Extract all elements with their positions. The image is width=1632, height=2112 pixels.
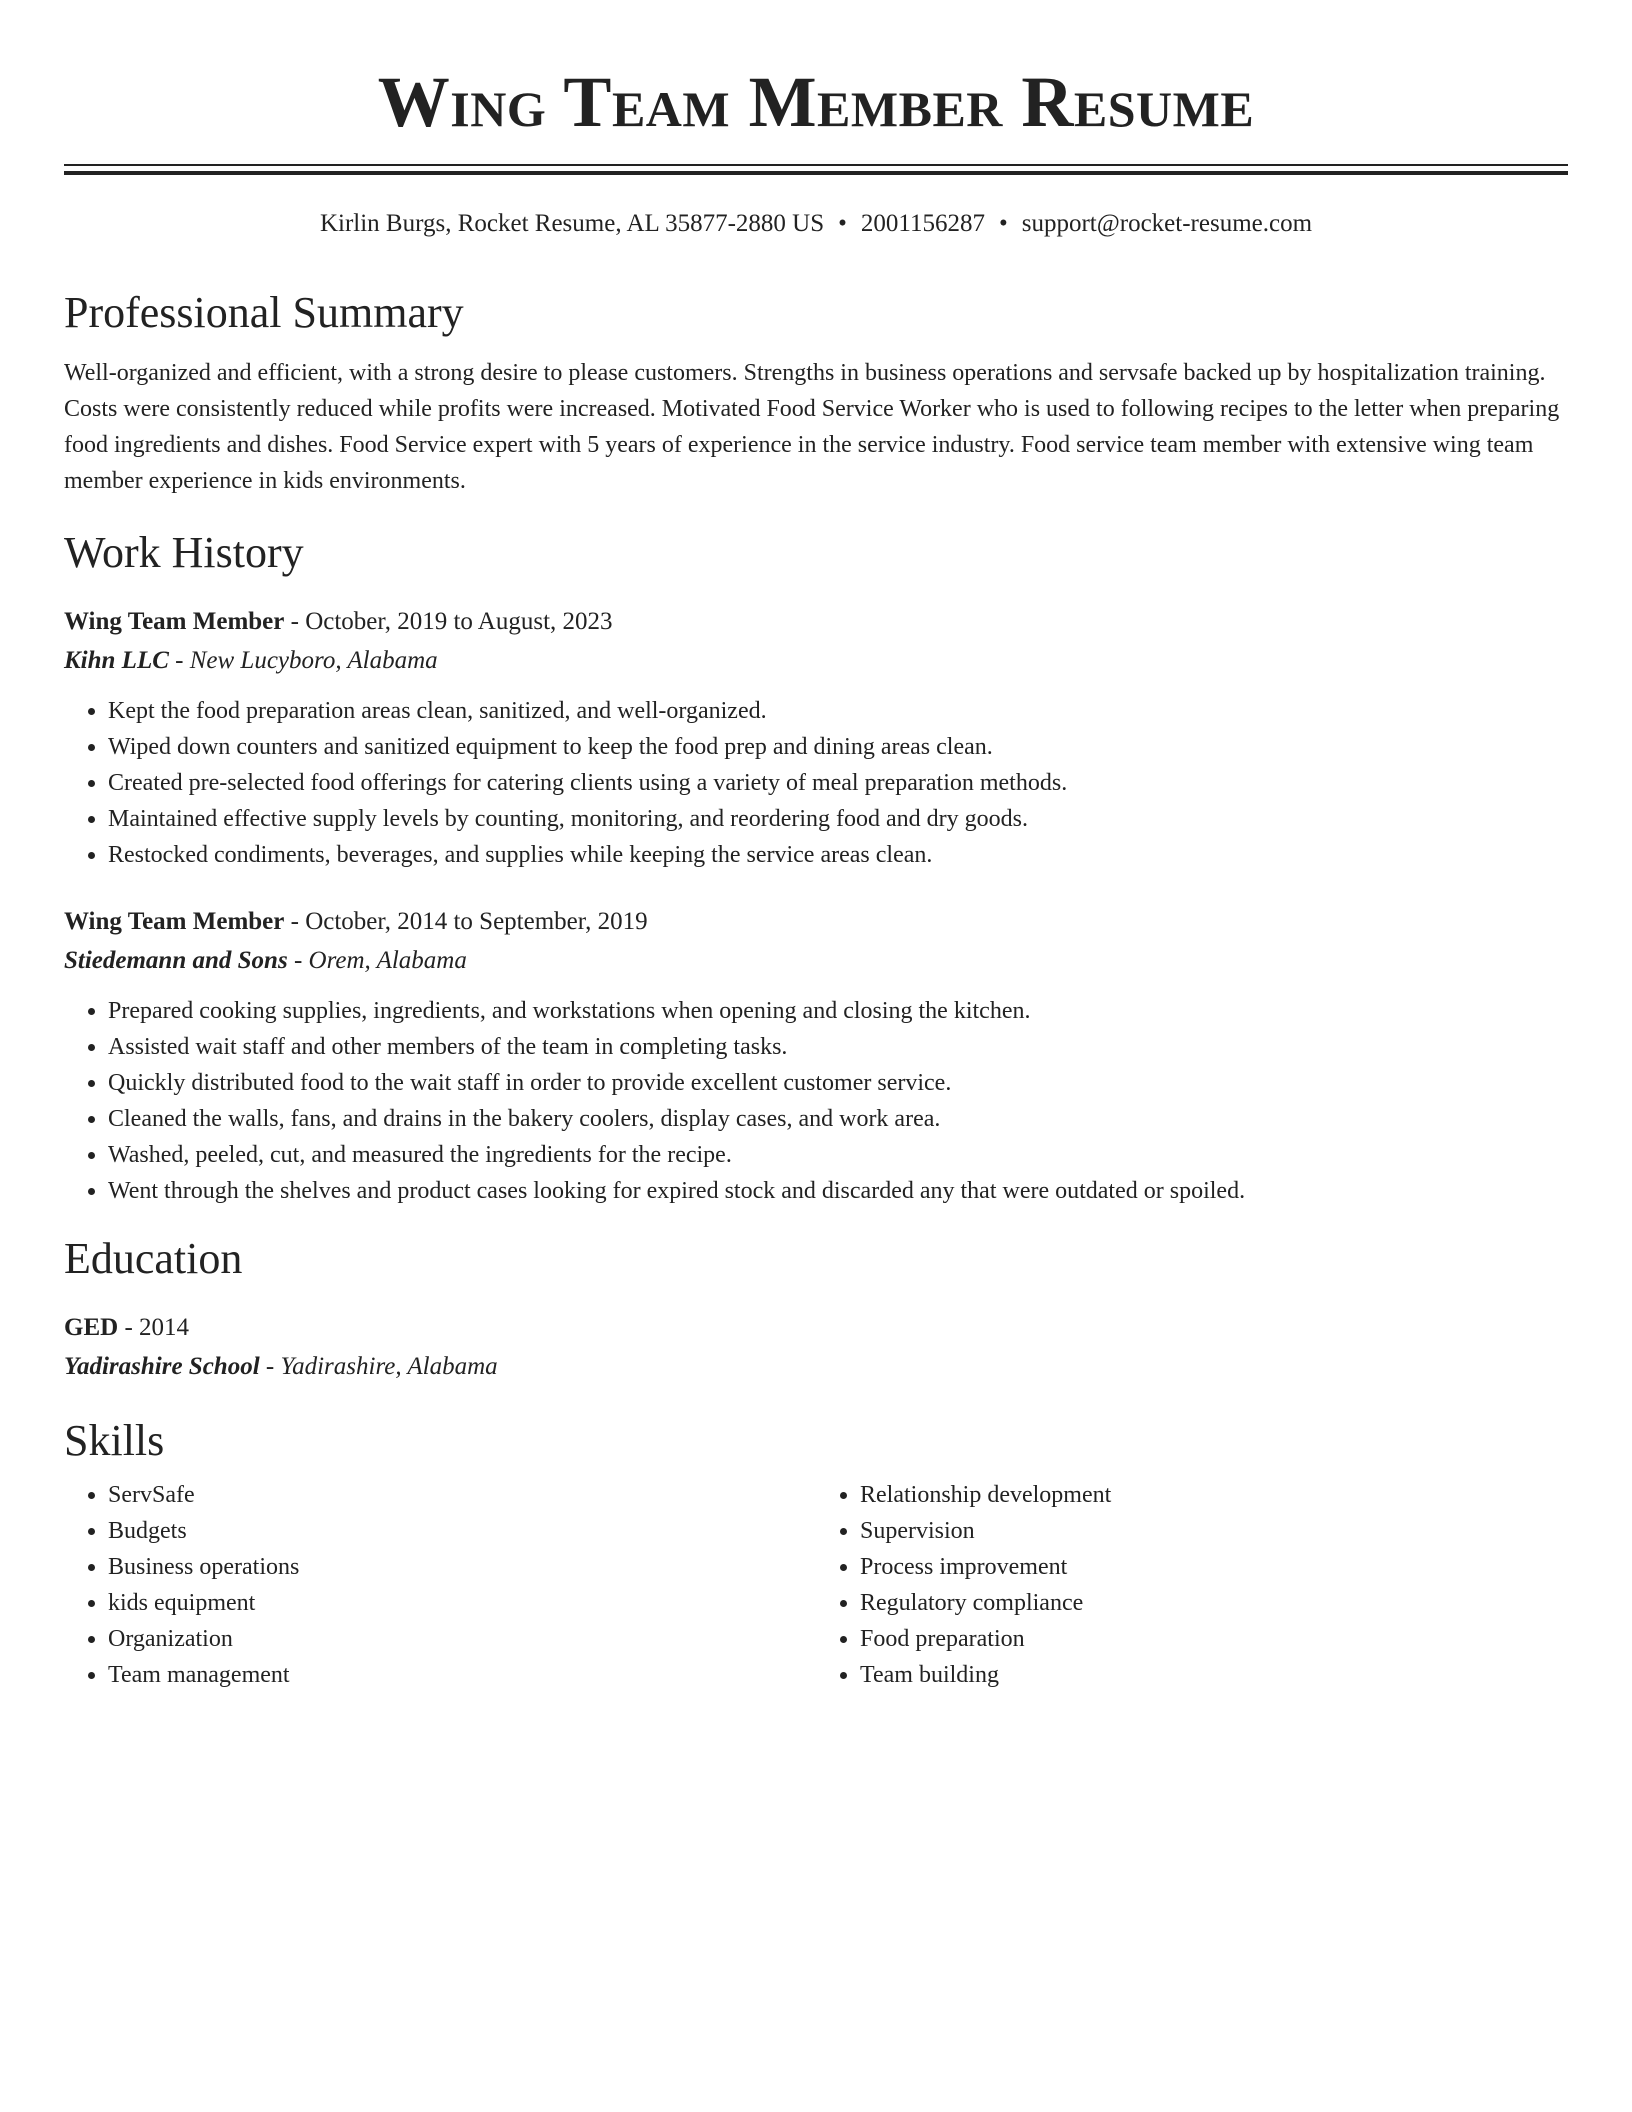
job-dates: - October, 2019 to August, 2023 xyxy=(284,608,613,635)
contact-line xyxy=(64,207,1568,241)
skill-item: • Budgets xyxy=(108,1513,816,1549)
job-bullet: • Quickly distributed food to the wait staff in order to provide excellent customer service. xyxy=(108,1065,1568,1101)
skill-item: • Organization xyxy=(108,1621,816,1657)
resume-title: Wing Team Member Resume xyxy=(377,62,1255,142)
skills-column-right xyxy=(816,1477,1568,1693)
job-location: - New Lucyboro, Alabama xyxy=(168,647,438,674)
job-entry xyxy=(64,903,1568,1209)
job-entry xyxy=(64,603,1568,873)
job-bullets xyxy=(64,993,1568,1209)
skill-item: • Food preparation xyxy=(860,1621,1568,1657)
job-company-line xyxy=(64,641,1568,681)
job-company: Stiedemann and Sons xyxy=(64,947,288,974)
contact-address: Kirlin Burgs, Rocket Resume, AL 35877-2880 US xyxy=(319,210,825,237)
job-dates: - October, 2014 to September, 2019 xyxy=(284,908,648,935)
contact-separator: • xyxy=(838,210,847,237)
job-bullet: • Maintained effective supply levels by counting, monitoring, and reordering food and dry goods. xyxy=(108,801,1568,837)
skill-item: • Process improvement xyxy=(860,1549,1568,1585)
skill-item: • Business operations xyxy=(108,1549,816,1585)
job-company: Kihn LLC xyxy=(64,647,169,674)
skill-item: • Relationship development xyxy=(860,1477,1568,1513)
job-title-line xyxy=(64,903,1568,941)
job-bullet: • Kept the food preparation areas clean, sanitized, and well-organized. xyxy=(108,693,1568,729)
skill-item: • ServSafe xyxy=(108,1477,816,1513)
education-heading: Education xyxy=(64,1234,243,1283)
job-bullet: • Prepared cooking supplies, ingredients, and workstations when opening and closing the kitchen. xyxy=(108,993,1568,1029)
education-degree-line xyxy=(64,1309,1568,1347)
job-bullets xyxy=(64,693,1568,873)
skill-item: • Team building xyxy=(860,1657,1568,1693)
summary-text: Well-organized and efficient, with a strong desire to please customers. Strengths in business operations and servsafe backed up by hospitalization training. Costs were consistently reduced while profits were increased. Motivated Food Service Worker who is used to following recipes to the letter when preparing food ingredients and dishes. Food Service expert with 5 years of experience in the service industry. Food service team member with extensive wing team member experience in kids environments. xyxy=(64,360,1560,494)
skill-item: • Regulatory compliance xyxy=(860,1585,1568,1621)
job-company-line xyxy=(64,941,1568,981)
job-bullet: • Went through the shelves and product cases looking for expired stock and discarded any that were outdated or spoiled. xyxy=(108,1173,1568,1209)
education-entry xyxy=(64,1309,1568,1387)
job-bullet: • Restocked condiments, beverages, and supplies while keeping the service areas clean. xyxy=(108,837,1568,873)
summary-heading: Professional Summary xyxy=(64,288,464,337)
job-title: Wing Team Member xyxy=(64,608,285,635)
education-year: - 2014 xyxy=(118,1314,190,1341)
contact-separator: • xyxy=(998,210,1008,237)
job-bullet: • Assisted wait staff and other members of the team in completing tasks. xyxy=(108,1029,1568,1065)
skill-item: • Team management xyxy=(108,1657,816,1693)
job-bullet: • Cleaned the walls, fans, and drains in the bakery coolers, display cases, and work area. xyxy=(108,1101,1568,1137)
job-title-line xyxy=(64,603,1568,641)
education-degree: GED xyxy=(64,1314,119,1341)
contact-email[interactable]: support@rocket-resume.com xyxy=(1021,210,1313,237)
job-title: Wing Team Member xyxy=(64,908,285,935)
job-bullet: • Wiped down counters and sanitized equipment to keep the food prep and dining areas clean. xyxy=(108,729,1568,765)
skill-item: • Supervision xyxy=(860,1513,1568,1549)
education-school: Yadirashire School xyxy=(64,1353,260,1380)
work-history-heading: Work History xyxy=(64,528,304,577)
job-bullet: • Created pre-selected food offerings for catering clients using a variety of meal preparation methods. xyxy=(108,765,1568,801)
skills-grid xyxy=(64,1477,1568,1693)
skills-column-left xyxy=(64,1477,816,1693)
education-location: - Yadirashire, Alabama xyxy=(259,1353,498,1380)
education-school-line xyxy=(64,1347,1568,1387)
title-divider xyxy=(64,164,1568,175)
job-location: - Orem, Alabama xyxy=(287,947,467,974)
job-bullet: • Washed, peeled, cut, and measured the ingredients for the recipe. xyxy=(108,1137,1568,1173)
skills-heading: Skills xyxy=(64,1416,165,1465)
skill-item: • kids equipment xyxy=(108,1585,816,1621)
contact-phone: 2001156287 xyxy=(860,210,985,237)
